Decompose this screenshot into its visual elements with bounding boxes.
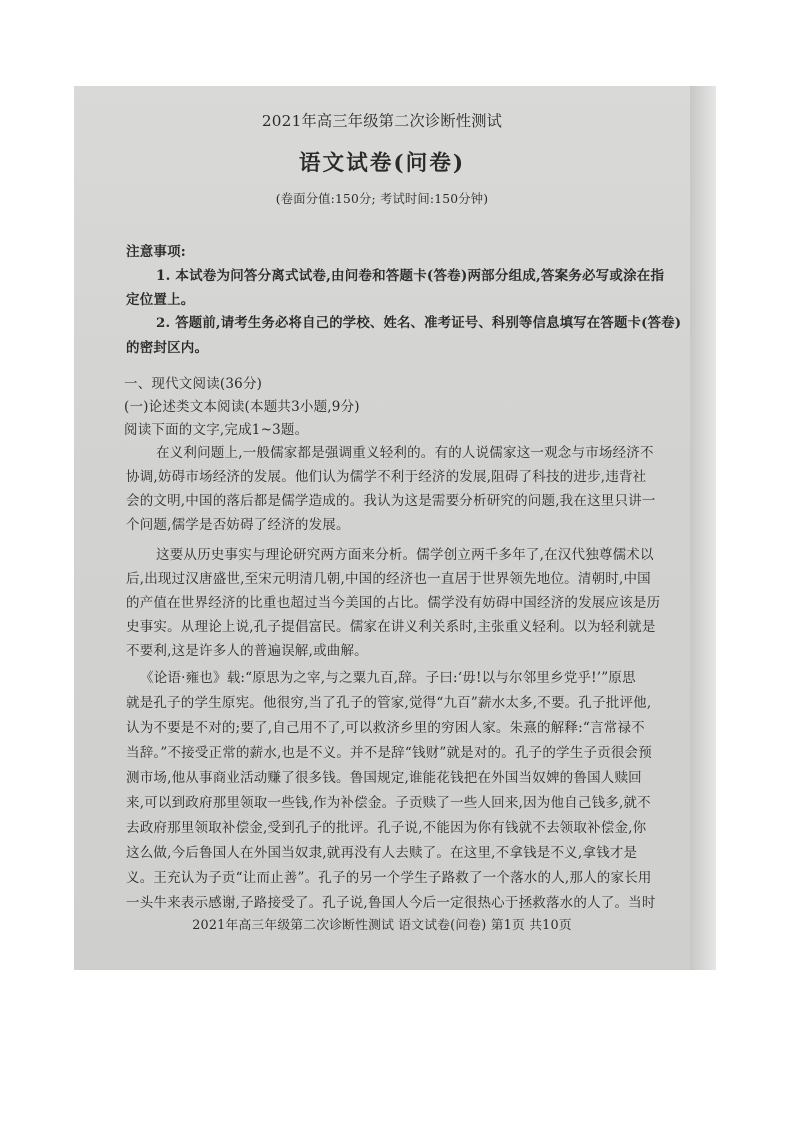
passage-line: 不要利,这是许多人的普遍误解,或曲解。 (126, 643, 368, 659)
paper-title: 语文试卷(问卷) (298, 151, 466, 176)
passage-line: 这么做,今后鲁国人在外国当奴隶,就再没有人去赎了。在这里,不拿钱是不义,拿钱才是 (126, 845, 638, 861)
passage-line: 《论语·雍也》载:“原思为之宰,与之粟九百,辞。子曰:‘毋!以与尔邻里乡党乎!’”原思 (140, 670, 636, 686)
note-item: 定位置上。 (126, 292, 195, 308)
page-footer: 2021年高三年级第二次诊断性测试 语文试卷(问卷) 第1页 共10页 (192, 918, 572, 933)
passage-line: 会的文明,中国的落后都是儒学造成的。我认为这是需要分析研究的问题,我在这里只讲一 (126, 493, 656, 509)
exam-meta: (卷面分值:150分; 考试时间:150分钟) (275, 192, 489, 206)
passage-line: 一头牛来表示感谢,子路接受了。孔子说,鲁国人今后一定很热心于拯救落水的人了。当时 (126, 895, 656, 911)
passage-line: 在义利问题上,一般儒家都是强调重义轻利的。有的人说儒家这一观念与市场经济不 (156, 445, 654, 461)
passage-line: 的产值在世界经济的比重也超过当今美国的占比。儒学没有妨碍中国经济的发展应该是历 (126, 595, 661, 611)
passage-line: 个问题,儒学是否妨碍了经济的发展。 (126, 517, 350, 533)
passage-line: 来,可以到政府那里领取一些钱,作为补偿金。子贡赎了一些人回来,因为他自己钱多,就不 (126, 795, 651, 811)
passage-line: 协调,妨碍市场经济的发展。他们认为儒学不利于经济的发展,阻碍了科技的进步,违背社 (126, 469, 647, 485)
section-subtitle: (一)论述类文本阅读(本题共3小题,9分) (124, 399, 360, 415)
notes-heading: 注意事项: (126, 244, 186, 260)
passage-line: 这要从历史事实与理论研究两方面来分析。儒学创立两千多年了,在汉代独尊儒术以 (156, 547, 654, 563)
passage-line: 就是孔子的学生原宪。他很穷,当了孔子的管家,觉得“九百”薪水太多,不要。孔子批评他, (126, 695, 652, 711)
note-item: 1. 本试卷为问答分离式试卷,由问卷和答题卡(答卷)两部分组成,答案务必写或涂在指 (156, 268, 665, 284)
photo-frame (74, 86, 716, 970)
passage-line: 测市场,他从事商业活动赚了很多钱。鲁国规定,谁能花钱把在外国当奴婢的鲁国人赎回 (126, 770, 642, 786)
section-title: 一、现代文阅读(36分) (124, 376, 263, 392)
note-item: 2. 答题前,请考生务必将自己的学校、姓名、准考证号、科别等信息填写在答题卡(答卷) (156, 315, 682, 331)
passage-line: 后,出现过汉唐盛世,至宋元明清几朝,中国的经济也一直居于世界领先地位。清朝时,中国 (126, 571, 651, 587)
passage-line: 去政府那里领取补偿金,受到孔子的批评。孔子说,不能因为你有钱就不去领取补偿金,你 (126, 820, 647, 836)
exam-page (74, 86, 690, 970)
note-item: 的密封区内。 (126, 340, 209, 356)
passage-line: 当辞。”不接受正常的薪水,也是不义。并不是辞“钱财”就是对的。孔子的学生子贡很会预 (126, 745, 652, 761)
passage-line: 义。王充认为子贡“让而止善”。孔子的另一个学生子路救了一个落水的人,那人的家长用 (126, 870, 652, 886)
page-edge (690, 86, 716, 970)
passage-line: 史事实。从理论上说,孔子提倡富民。儒家在讲义利关系时,主张重义轻利。以为轻利就是 (126, 619, 656, 635)
passage-line: 认为不要是不对的;要了,自己用不了,可以救济乡里的穷困人家。朱熹的解释:“言常禄不 (126, 720, 645, 736)
section-instruction: 阅读下面的文字,完成1~3题。 (124, 422, 309, 438)
exam-name: 2021年高三年级第二次诊断性测试 (261, 112, 503, 130)
